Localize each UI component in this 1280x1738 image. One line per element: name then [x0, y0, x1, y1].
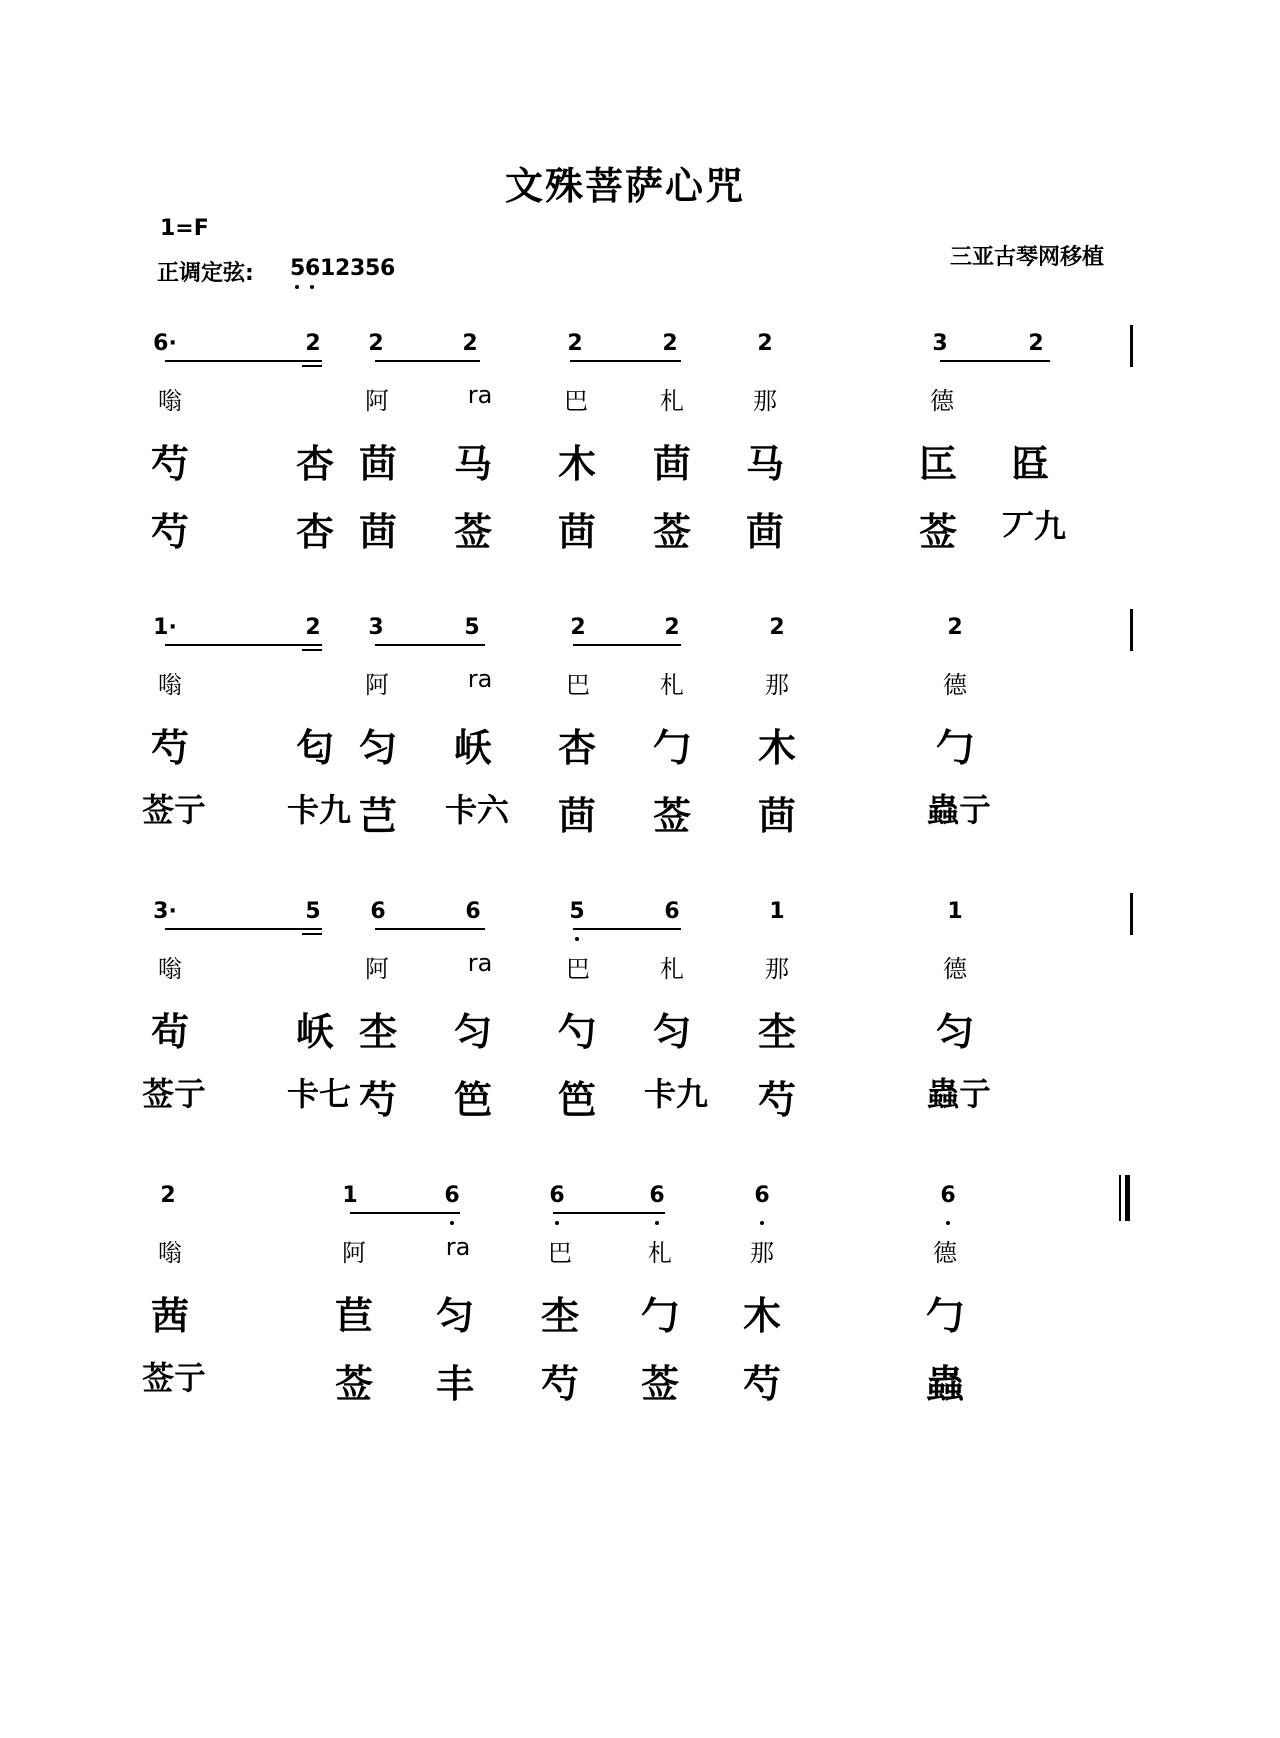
jianzi-tab-right-hand: 岆: [295, 1009, 334, 1054]
low-octave-dot: [946, 1221, 950, 1225]
lyric-syllable: 嗡: [158, 671, 182, 699]
jianpu-note: 6: [649, 1183, 665, 1208]
tuning-note: 3: [350, 256, 366, 281]
jianpu-note: 2: [1028, 331, 1044, 356]
jianpu-note: 2: [567, 331, 583, 356]
jianzi-tab-right-hand: 马: [453, 441, 492, 486]
jianzi-tab-right-hand: 杢: [358, 1009, 397, 1054]
barline: [1130, 893, 1133, 935]
jianzi-tab-left-hand: 茴: [358, 509, 397, 554]
jianzi-tab-right-hand: 匀: [435, 1293, 474, 1338]
jianzi-tab-right-hand: 匞: [918, 441, 957, 486]
low-octave-dot: [760, 1221, 764, 1225]
jianzi-tab-right-hand: 茜: [150, 1293, 189, 1338]
jianzi-tab-left-hand: 丰: [435, 1361, 474, 1406]
jianzi-tab-left-hand: 莶亍: [142, 791, 207, 829]
jianzi-tab-left-hand: 茴: [557, 509, 596, 554]
low-octave-dot: [310, 285, 314, 289]
note-double-beam: [302, 649, 322, 651]
lyric-syllable: 德: [943, 671, 967, 699]
lyric-syllable: 札: [660, 671, 684, 699]
jianzi-tab-left-hand: 芍: [540, 1361, 579, 1406]
note-beam: [375, 644, 485, 646]
jianzi-tab-right-hand: 匀: [453, 1009, 492, 1054]
final-barline-thick: [1125, 1175, 1130, 1221]
jianpu-note: 2: [160, 1183, 176, 1208]
tuning-note: 6: [305, 256, 321, 281]
jianpu-note: 6: [444, 1183, 460, 1208]
jianzi-tab-right-hand: 匀: [935, 1009, 974, 1054]
jianpu-note: 1: [947, 899, 963, 924]
jianzi-tab-left-hand: 芍: [150, 509, 189, 554]
jianzi-tab-left-hand: 卡六: [445, 791, 510, 829]
tuning-note: 2: [335, 256, 351, 281]
lyric-syllable: 札: [660, 387, 684, 415]
jianzi-tab-left-hand: 卡七: [287, 1075, 352, 1113]
jianzi-tab-right-hand: 勹: [935, 725, 974, 770]
lyric-syllable: 巴: [566, 955, 590, 983]
jianzi-tab-right-hand: 木: [757, 725, 796, 770]
note-double-beam: [302, 365, 322, 367]
jianzi-tab-left-hand: 茴: [757, 793, 796, 838]
jianzi-tab-right-hand: 马: [745, 441, 784, 486]
jianzi-tab-left-hand: 莶: [918, 509, 957, 554]
jianzi-tab-right-hand: 岆: [453, 725, 492, 770]
low-octave-dot: [450, 1221, 454, 1225]
lyric-syllable: ra: [467, 949, 493, 977]
barline: [1130, 609, 1133, 651]
lyric-syllable: 巴: [548, 1239, 572, 1267]
jianpu-note: 2: [368, 331, 384, 356]
jianzi-tab-right-hand: 芍: [150, 725, 189, 770]
tuning-note: 1: [320, 256, 336, 281]
jianpu-note: 5: [464, 615, 480, 640]
jianzi-tab-left-hand: 莶: [640, 1361, 679, 1406]
jianzi-tab-left-hand: 莶亍: [142, 1359, 207, 1397]
lyric-syllable: 阿: [342, 1239, 366, 1267]
note-beam: [375, 928, 485, 930]
lyric-syllable: ra: [467, 381, 493, 409]
jianpu-note: 2: [305, 615, 321, 640]
jianpu-note: 6: [754, 1183, 770, 1208]
jianpu-note: 6: [370, 899, 386, 924]
lyric-syllable: 阿: [365, 671, 389, 699]
jianzi-tab-left-hand: 莶: [453, 509, 492, 554]
lyric-syllable: 巴: [566, 671, 590, 699]
lyric-syllable: 那: [750, 1239, 774, 1267]
jianpu-note: 5: [305, 899, 321, 924]
jianzi-tab-right-hand: 匀: [652, 1009, 691, 1054]
lyric-syllable: 嗡: [158, 955, 182, 983]
jianzi-tab-left-hand: 笆: [557, 1077, 596, 1122]
lyric-syllable: 嗡: [158, 387, 182, 415]
jianzi-tab-left-hand: 芍: [358, 1077, 397, 1122]
low-octave-dot: [575, 937, 579, 941]
jianzi-tab-left-hand: 芑: [358, 793, 397, 838]
jianzi-tab-right-hand: 芍: [150, 441, 189, 486]
jianpu-note: 6: [549, 1183, 565, 1208]
jianpu-note: 2: [757, 331, 773, 356]
jianzi-tab-right-hand: 勹: [640, 1293, 679, 1338]
final-barline-thin: [1119, 1175, 1121, 1221]
note-beam: [573, 928, 681, 930]
jianzi-tab-right-hand: 匀: [358, 725, 397, 770]
note-beam: [553, 1212, 665, 1214]
jianzi-tab-left-hand: 卡九: [644, 1075, 709, 1113]
jianzi-tab-right-hand: 勺: [557, 1009, 596, 1054]
jianpu-note: 6: [940, 1183, 956, 1208]
tuning-note: 6: [380, 256, 396, 281]
jianzi-tab-left-hand: 茴: [557, 793, 596, 838]
low-octave-dot: [655, 1221, 659, 1225]
jianzi-tab-right-hand: 杢: [757, 1009, 796, 1054]
lyric-syllable: ra: [445, 1233, 471, 1261]
note-beam: [350, 1212, 460, 1214]
lyric-syllable: 阿: [365, 955, 389, 983]
lyric-syllable: 札: [660, 955, 684, 983]
tuning-label: 正调定弦:: [157, 261, 254, 286]
jianpu-note: 3·: [153, 899, 177, 924]
lyric-syllable: 那: [765, 671, 789, 699]
jianzi-tab-left-hand: 芍: [757, 1077, 796, 1122]
jianpu-note: 1·: [153, 615, 177, 640]
note-beam: [570, 360, 681, 362]
jianzi-tab-right-hand: 杏: [295, 441, 334, 486]
jianzi-tab-left-hand: 卡九: [287, 791, 352, 829]
lyric-syllable: 札: [648, 1239, 672, 1267]
jianpu-note: 3: [932, 331, 948, 356]
jianpu-note: 2: [769, 615, 785, 640]
lyric-syllable: ra: [467, 665, 493, 693]
note-beam: [165, 644, 322, 646]
jianzi-tab-left-hand: 笆: [453, 1077, 492, 1122]
jianzi-tab-right-hand: 㔯: [1010, 441, 1049, 486]
score-title: 文殊菩萨心咒: [505, 163, 746, 208]
jianpu-note: 6·: [153, 331, 177, 356]
jianzi-tab-right-hand: 杏: [557, 725, 596, 770]
tuning-note: 5: [365, 256, 381, 281]
low-octave-dot: [555, 1221, 559, 1225]
note-double-beam: [302, 933, 322, 935]
jianzi-tab-left-hand: 莶: [652, 509, 691, 554]
lyric-syllable: 阿: [365, 387, 389, 415]
jianpu-note: 6: [664, 899, 680, 924]
lyric-syllable: 那: [765, 955, 789, 983]
note-beam: [165, 360, 322, 362]
jianpu-note: 2: [662, 331, 678, 356]
jianpu-note: 1: [769, 899, 785, 924]
note-beam: [940, 360, 1050, 362]
jianzi-tab-right-hand: 木: [742, 1293, 781, 1338]
jianpu-note: 2: [305, 331, 321, 356]
tuning-note: 5: [290, 256, 306, 281]
barline: [1130, 325, 1133, 367]
credit: 三亚古琴网移植: [950, 245, 1105, 270]
jianzi-tab-left-hand: 蟲亍: [927, 791, 992, 829]
note-beam: [573, 644, 681, 646]
jianpu-note: 1: [342, 1183, 358, 1208]
jianzi-tab-right-hand: 苣: [334, 1293, 373, 1338]
jianzi-tab-left-hand: 杏: [295, 509, 334, 554]
jianzi-tab-right-hand: 匂: [295, 725, 334, 770]
jianzi-tab-right-hand: 勹: [925, 1293, 964, 1338]
jianpu-note: 3: [368, 615, 384, 640]
note-beam: [165, 928, 322, 930]
key-signature: 1=F: [160, 216, 209, 241]
jianzi-tab-left-hand: 丆九: [1002, 507, 1067, 545]
jianpu-note: 2: [664, 615, 680, 640]
low-octave-dot: [295, 285, 299, 289]
jianzi-tab-left-hand: 蟲亍: [927, 1075, 992, 1113]
jianzi-tab-right-hand: 茴: [652, 441, 691, 486]
jianpu-note: 6: [465, 899, 481, 924]
jianpu-note: 2: [570, 615, 586, 640]
jianzi-tab-left-hand: 莶亍: [142, 1075, 207, 1113]
jianzi-tab-right-hand: 木: [557, 441, 596, 486]
jianzi-tab-left-hand: 茴: [745, 509, 784, 554]
jianzi-tab-left-hand: 芍: [742, 1361, 781, 1406]
jianpu-note: 2: [947, 615, 963, 640]
jianpu-note: 5: [569, 899, 585, 924]
lyric-syllable: 德: [933, 1239, 957, 1267]
jianzi-tab-right-hand: 勹: [652, 725, 691, 770]
jianzi-tab-left-hand: 莶: [652, 793, 691, 838]
jianzi-tab-left-hand: 莶: [334, 1361, 373, 1406]
lyric-syllable: 那: [753, 387, 777, 415]
lyric-syllable: 巴: [564, 387, 588, 415]
lyric-syllable: 德: [943, 955, 967, 983]
jianzi-tab-right-hand: 茴: [358, 441, 397, 486]
jianzi-tab-right-hand: 茍: [150, 1009, 189, 1054]
jianzi-tab-left-hand: 蟲: [925, 1361, 964, 1406]
jianpu-note: 2: [462, 331, 478, 356]
lyric-syllable: 德: [930, 387, 954, 415]
jianzi-tab-right-hand: 杢: [540, 1293, 579, 1338]
note-beam: [375, 360, 480, 362]
lyric-syllable: 嗡: [158, 1239, 182, 1267]
